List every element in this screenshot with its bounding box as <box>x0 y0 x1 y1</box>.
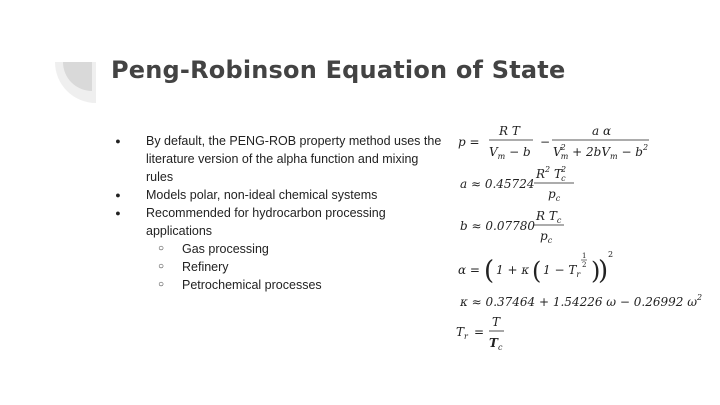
sub-bullet-item <box>113 258 443 276</box>
eq4-outer-exponent: 2 <box>608 250 614 259</box>
eq4-exponent-numerator: 1 <box>582 252 587 260</box>
eq4-inner-open-paren: ( <box>532 257 542 285</box>
eq3-numerator: R $T_c$ <box>536 209 562 225</box>
eq6-equals: = <box>474 325 485 339</box>
kappa-equation <box>459 293 702 309</box>
bullet-dot-icon: ● <box>115 190 121 200</box>
eq4-inner-close-paren: ) <box>591 257 601 285</box>
eq4-close-paren: ) <box>598 256 609 286</box>
eq1-minus: − <box>540 135 551 149</box>
eq6-numerator: T <box>492 315 501 329</box>
a-parameter-equation <box>460 165 574 203</box>
eq3-denominator: $p_c$ <box>540 229 553 245</box>
hollow-bullet-icon: ○ <box>157 279 165 290</box>
eq3-lhs: b ≈ 0.07780 <box>460 219 535 233</box>
bullet-text: By default, the PENG-ROB property method uses the literature version of the alpha function and mixing rules <box>146 134 442 184</box>
eq4-exponent-denominator: 2 <box>582 261 587 269</box>
sub-bullet-text: Refinery <box>182 260 229 274</box>
eq2-lhs: a ≈ 0.45724 <box>460 177 535 191</box>
reduced-temperature-equation <box>456 315 504 352</box>
eq1-denominator-1: $V_m - b$ <box>489 145 531 161</box>
bullet-dot-icon: ● <box>115 136 121 146</box>
bullet-item <box>113 132 443 186</box>
bullet-text: Recommended for hydrocarbon processing applications <box>146 206 386 238</box>
hollow-bullet-icon: ○ <box>157 243 165 254</box>
pressure-equation <box>458 124 649 161</box>
eq4-open-paren: ( <box>484 256 495 286</box>
sub-bullet-text: Gas processing <box>182 242 269 256</box>
eq4-lhs: α = <box>458 263 480 277</box>
bullet-text: Models polar, non-ideal chemical systems <box>146 188 378 202</box>
hollow-bullet-icon: ○ <box>157 261 165 272</box>
bullet-dot-icon: ● <box>115 208 121 218</box>
eq4-one-plus-kappa: 1 + κ <box>496 263 530 277</box>
formula-block <box>452 118 712 362</box>
eq6-denominator: $T_c$ <box>489 336 503 352</box>
b-parameter-equation <box>460 209 564 245</box>
eq5-text: κ ≈ 0.37464 + 1.54226 ω − 0.26992 $\omega^2$ <box>460 293 703 309</box>
sub-bullet-text: Petrochemical processes <box>182 278 322 292</box>
eq1-lhs: p = <box>458 135 480 149</box>
bullet-list <box>113 132 443 294</box>
eq4-one-minus-tr: $1 - T_r$ <box>543 263 581 279</box>
eq2-numerator: $R^2$ T2 c <box>536 165 567 183</box>
bullet-item <box>113 204 443 240</box>
eq6-lhs: $T_r$ <box>456 325 468 341</box>
bullet-item <box>113 186 443 204</box>
eq1-numerator-1: R T <box>499 124 520 138</box>
sub-bullet-item <box>113 240 443 258</box>
eq1-denominator-2: V2 $m + 2bV_m - b^2$ <box>553 143 649 161</box>
corner-decoration <box>0 0 110 110</box>
eq1-numerator-2: a α <box>592 124 612 138</box>
sub-bullet-item <box>113 276 443 294</box>
eq2-denominator: $p_c$ <box>548 187 561 203</box>
alpha-function-equation <box>458 250 613 286</box>
slide-title: Peng-Robinson Equation of State <box>111 56 566 84</box>
